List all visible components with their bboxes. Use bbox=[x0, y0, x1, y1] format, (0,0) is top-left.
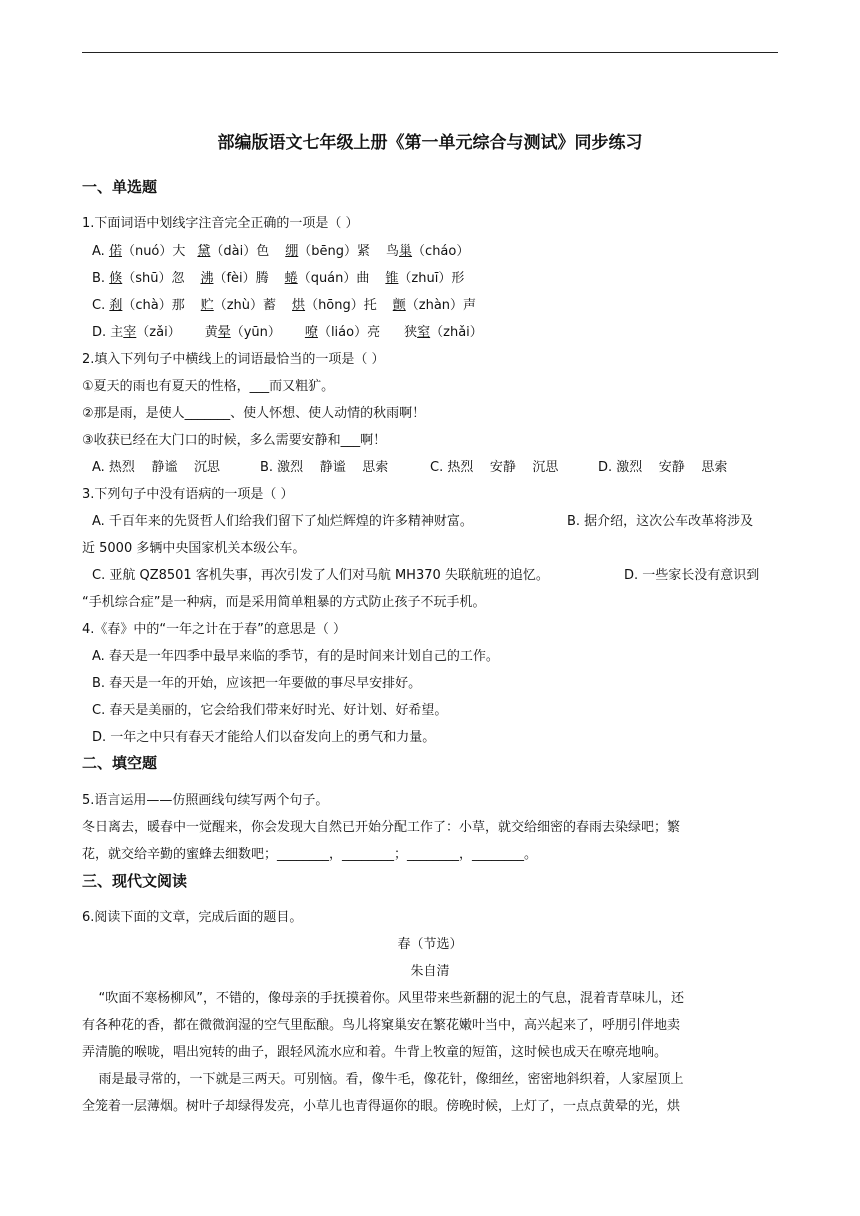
document-title: 部编版语文七年级上册《第一单元综合与测试》同步练习 bbox=[217, 133, 643, 153]
passage-p1-line-3: 弄清脆的喉咙，唱出宛转的曲子，跟轻风流水应和着。牛背上牧童的短笛，这时候也成天在嘹亮地响。 bbox=[82, 1045, 668, 1060]
passage-p1-line-1: “吹面不寒杨柳风”，不错的，像母亲的手抚摸着你。风里带来些新翻的泥土的气息，混着青草味儿，还 bbox=[82, 991, 684, 1006]
q1-option-d: D. 主宰（zǎi） 黄晕（yūn） 嘹（liáo）亮 狭窒（zhǎi） bbox=[92, 325, 483, 340]
section-heading-reading: 三、现代文阅读 bbox=[82, 872, 188, 890]
q5-line-1: 冬日离去，暖春中一觉醒来，你会发现大自然已开始分配工作了：小草，就交给细密的春雨去染绿吧；繁 bbox=[82, 820, 681, 835]
q1-option-b: B. 倏（shū）忽 沸（fèi）腾 蜷（quán）曲 锥（zhuī）形 bbox=[92, 271, 465, 286]
q3-option-a: A. 千百年来的先贤哲人们给我们留下了灿烂辉煌的许多精神财富。 bbox=[92, 514, 473, 529]
q1-stem: 1.下面词语中划线字注音完全正确的一项是（ ） bbox=[82, 216, 359, 231]
q2-stem: 2.填入下列句子中横线上的词语最恰当的一项是（ ） bbox=[82, 352, 385, 367]
q2-option-c: C. 热烈 安静 沉思 bbox=[430, 460, 559, 475]
q5-stem: 5.语言运用——仿照画线句续写两个句子。 bbox=[82, 793, 329, 808]
passage-p2-line-1: 雨是最寻常的，一下就是三两天。可别恼。看，像牛毛，像花针，像细丝，密密地斜织着，人家屋顶上 bbox=[82, 1072, 684, 1087]
q3-stem: 3.下列句子中没有语病的一项是（ ） bbox=[82, 487, 294, 502]
q3-option-b-part1: B. 据介绍，这次公车改革将涉及 bbox=[567, 514, 754, 529]
passage-p1-line-2: 有各种花的香，都在微微润湿的空气里酝酿。鸟儿将窠巢安在繁花嫩叶当中，高兴起来了，呼朋引伴地卖 bbox=[82, 1018, 681, 1033]
q2-sentence-3: ③收获已经在大门口的时候，多么需要安静和___啊！ bbox=[82, 433, 387, 448]
q1-option-a: A. 偌（nuó）大 黛（dài）色 绷（bēng）紧 鸟巢（cháo） bbox=[92, 244, 470, 259]
top-rule bbox=[82, 52, 778, 53]
q3-option-d-part1: D. 一些家长没有意识到 bbox=[624, 568, 760, 583]
section-heading-fill-blank: 二、填空题 bbox=[82, 754, 158, 772]
passage-p2-line-2: 全笼着一层薄烟。树叶子却绿得发亮，小草儿也青得逼你的眼。傍晚时候，上灯了，一点点黄晕的光，烘 bbox=[82, 1099, 681, 1114]
q4-option-b: B. 春天是一年的开始，应该把一年要做的事尽早安排好。 bbox=[92, 676, 422, 691]
q6-stem: 6.阅读下面的文章，完成后面的题目。 bbox=[82, 910, 303, 925]
section-heading-single-choice: 一、单选题 bbox=[82, 178, 158, 196]
q4-option-a: A. 春天是一年四季中最早来临的季节，有的是时间来计划自己的工作。 bbox=[92, 649, 499, 664]
q4-option-c: C. 春天是美丽的，它会给我们带来好时光、好计划、好希望。 bbox=[92, 703, 448, 718]
q3-option-b-part2: 近 5000 多辆中央国家机关本级公车。 bbox=[82, 541, 306, 556]
q5-line-2: 花，就交给辛勤的蜜蜂去细数吧；________，________；________，________。 bbox=[82, 847, 538, 862]
q3-option-d-part2: “手机综合症”是一种病，而是采用简单粗暴的方式防止孩子不玩手机。 bbox=[82, 595, 486, 610]
q2-option-b: B. 激烈 静谧 思索 bbox=[260, 460, 389, 475]
q4-option-d: D. 一年之中只有春天才能给人们以奋发向上的勇气和力量。 bbox=[92, 730, 436, 745]
q2-sentence-2: ②那是雨，是使人_______、使人怀想、使人动情的秋雨啊！ bbox=[82, 406, 426, 421]
q2-option-d: D. 激烈 安静 思索 bbox=[598, 460, 728, 475]
q2-sentence-1: ①夏天的雨也有夏天的性格，___而又粗犷。 bbox=[82, 379, 335, 394]
passage-title: 春（节选） bbox=[397, 937, 463, 952]
q3-option-c: C. 亚航 QZ8501 客机失事，再次引发了人们对马航 MH370 失联航班的追忆。 bbox=[92, 568, 549, 583]
passage-author: 朱自清 bbox=[410, 964, 450, 979]
q2-option-a: A. 热烈 静谧 沉思 bbox=[92, 460, 220, 475]
q4-stem: 4.《春》中的“一年之计在于春”的意思是（ ） bbox=[82, 622, 347, 637]
q1-option-c: C. 刹（chà）那 贮（zhù）蓄 烘（hōng）托 颤（zhàn）声 bbox=[92, 298, 477, 313]
